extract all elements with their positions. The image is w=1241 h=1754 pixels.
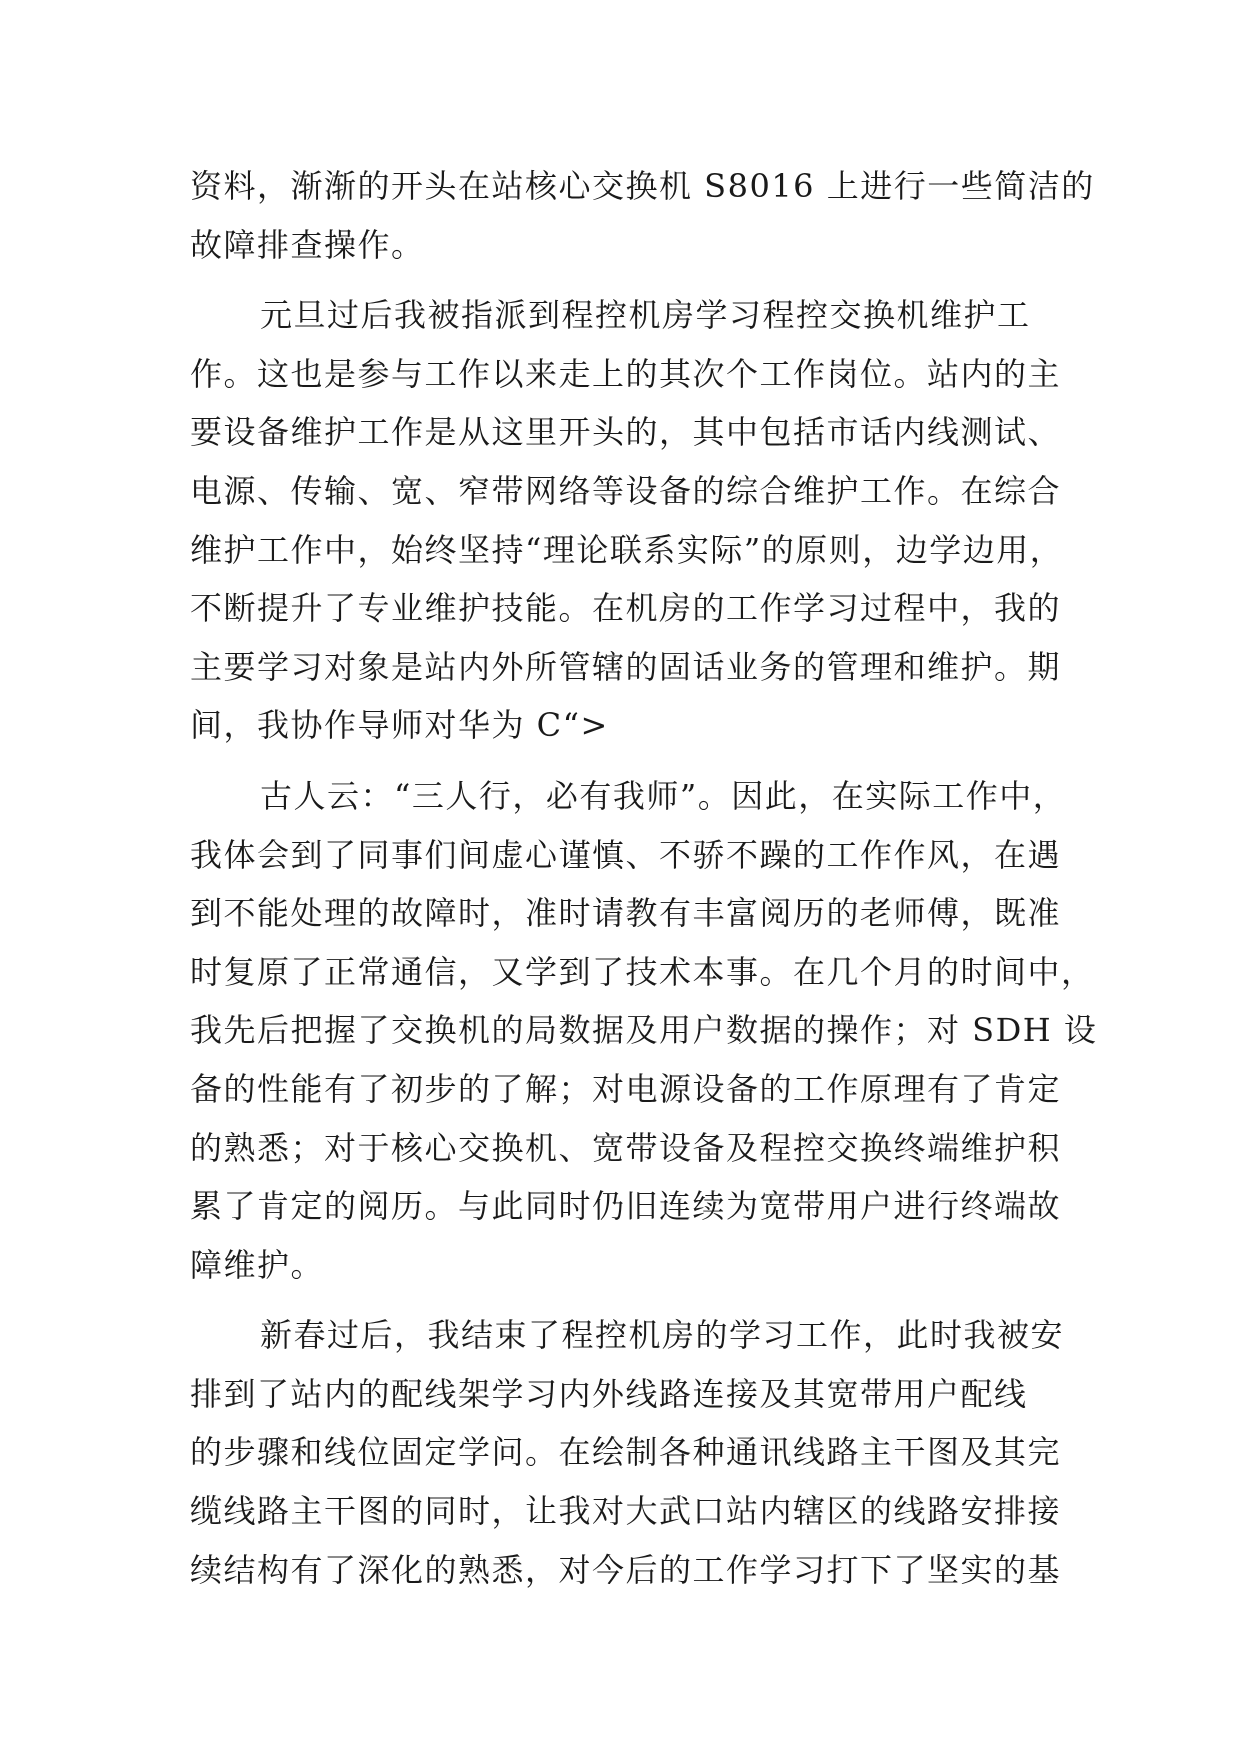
text-line: 到不能处理的故障时，准时请教有丰富阅历的老师傅，既准 <box>190 894 1062 933</box>
text-line: 元旦过后我被指派到程控机房学习程控交换机维护工 <box>260 296 1031 335</box>
text-line: 障维护。 <box>190 1245 325 1284</box>
text-line: 我先后把握了交换机的局数据及用户数据的操作；对 SDH 设 <box>190 1011 1098 1050</box>
text-line: 作。这也是参与工作以来走上的其次个工作岗位。站内的主 <box>190 354 1062 393</box>
text-line: 备的性能有了初步的了解；对电源设备的工作原理有了肯定 <box>190 1069 1062 1108</box>
body-text <box>190 157 1098 1599</box>
text-line: 我体会到了同事们间虚心谨慎、不骄不躁的工作作风，在遇 <box>190 835 1062 874</box>
text-line: 新春过后，我结束了程控机房的学习工作，此时我被安 <box>260 1316 1065 1355</box>
text-line: 缆线路主干图的同时，让我对大武口站内辖区的线路安排接 <box>190 1492 1062 1531</box>
text-line: 间，我协作导师对华为 C“> <box>190 706 609 745</box>
text-line: 维护工作中，始终坚持“理论联系实际”的原则，边学边用， <box>190 530 1064 569</box>
text-line: 时复原了正常通信，又学到了技术本事。在几个月的时间中， <box>190 952 1095 991</box>
text-line: 古人云：“三人行，必有我师”。因此，在实际工作中， <box>260 776 1067 815</box>
text-line: 累了肯定的阅历。与此同时仍旧连续为宽带用户进行终端故 <box>190 1187 1062 1226</box>
text-line: 要设备维护工作是从这里开头的，其中包括市话内线测试、 <box>190 413 1062 452</box>
text-line: 资料，渐渐的开头在站核心交换机 S8016 上进行一些简洁的 <box>190 167 1095 205</box>
text-line: 不断提升了专业维护技能。在机房的工作学习过程中，我的 <box>190 589 1062 628</box>
text-line: 的步骤和线位固定学问。在绘制各种通讯线路主干图及其完 <box>190 1433 1062 1472</box>
text-line: 续结构有了深化的熟悉，对今后的工作学习打下了坚实的基 <box>190 1550 1062 1589</box>
text-line: 电源、传输、宽、窄带网络等设备的综合维护工作。在综合 <box>190 471 1062 510</box>
text-line: 故障排查操作。 <box>190 225 425 264</box>
text-line: 的熟悉；对于核心交换机、宽带设备及程控交换终端维护积 <box>190 1128 1062 1167</box>
text-line: 排到了站内的配线架学习内外线路连接及其宽带用户配线 <box>190 1374 1028 1413</box>
text-line: 主要学习对象是站内外所管辖的固话业务的管理和维护。期 <box>190 647 1062 686</box>
